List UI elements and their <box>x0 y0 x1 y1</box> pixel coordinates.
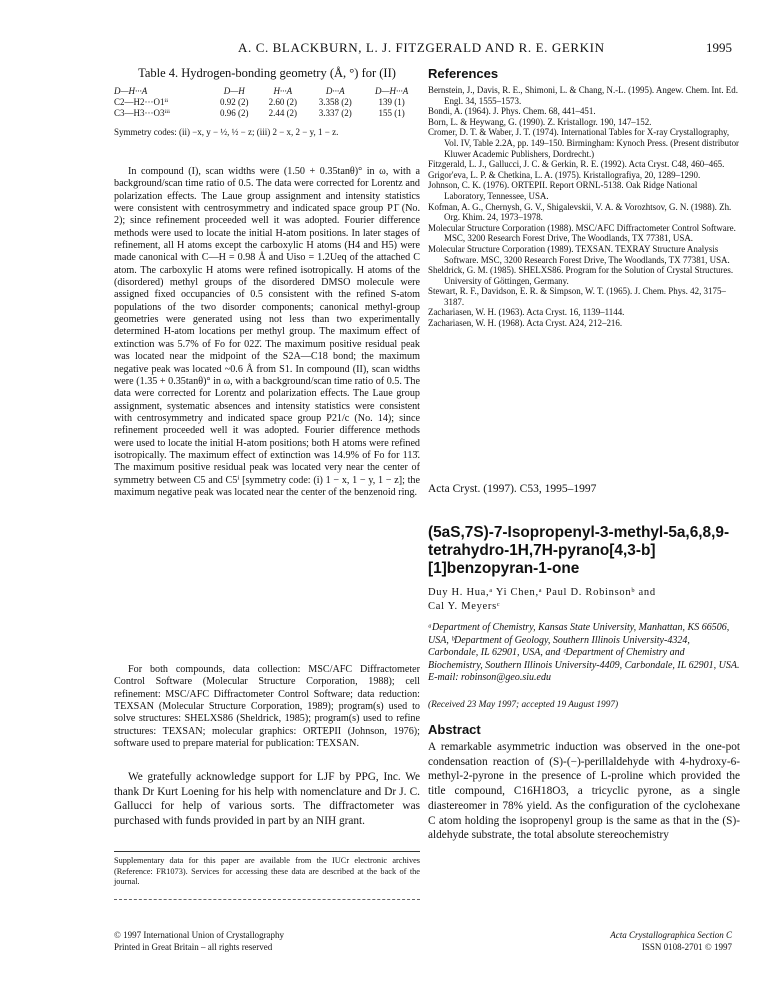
printed-line: Printed in Great Britain – all rights reserved <box>114 941 273 952</box>
table-row <box>114 97 420 108</box>
page-number: 1995 <box>706 40 732 55</box>
reference-item: Molecular Structure Corporation (1989). TEXSAN. TEXRAY Structure Analysis Software. MSC, 3200 Research Forest Drive, The Woodlands, TX 77381, USA. <box>428 243 730 265</box>
body-paragraph-2 <box>114 664 420 750</box>
table-cell: 139 (1) <box>378 97 405 107</box>
affiliations: ᵃDepartment of Chemistry, Kansas State University, Manhattan, KS 66506, USA, ᵇDepartment of Geology, Southern Illinois University-4324, Carbondale, IL 62901, USA, and ᶜDepartment of Chemistry and Biochemistry, Southern Illinois University-4409, Carbondale, IL 62901, USA. E-mail: robinson@geo.siu.edu <box>428 622 740 683</box>
running-header-authors: A. C. BLACKBURN, L. J. FITZGERALD AND R. E. GERKIN <box>238 40 605 55</box>
divider <box>114 851 420 852</box>
article-authors <box>428 586 740 613</box>
table-cell: 0.92 (2) <box>220 97 249 107</box>
body-paragraph-1 <box>114 166 420 499</box>
table-cell: 155 (1) <box>378 108 405 118</box>
table-cell: C3—H3···O3ⁱⁱⁱ <box>114 108 170 118</box>
col-dh: D—H <box>223 86 245 96</box>
references-list <box>428 85 740 329</box>
paragraph-text: For both compounds, data collection: MSC/AFC Diffractometer Control Software (Molecular Structure Corporation, 1988); cell refinement: MSC/AFC Diffractometer Control Software; data reduction: TEXSAN (Molecular Structure Corporation, 1989); program(s) used to solve structures: SHELXS86 (Sheldrick, 1985); program(s) used to refine structures: TEXSAN; molecular graphics: ORTEPII (Johnson, 1976); software used to prepare material for publication: TEXSAN. <box>114 664 420 750</box>
reference-item: Fitzgerald, L. J., Gallucci, J. C. & Gerkin, R. E. (1992). Acta Cryst. C48, 460–465. <box>428 159 725 170</box>
table-cell: 2.60 (2) <box>268 97 298 107</box>
supplementary-note: Supplementary data for this paper are available from the IUCr electronic archives (Reference: FR1073). Services for accessing these data are described at the back of the journal. <box>114 856 420 887</box>
footer-journal <box>610 930 732 953</box>
reference-item: Bernstein, J., Davis, R. E., Shimoni, L. & Chang, N.-L. (1995). Angew. Chem. Int. Ed. Engl. 34, 1555–1573. <box>428 85 738 106</box>
footer-copyright <box>114 930 284 953</box>
table-row <box>114 108 420 119</box>
references-heading: References <box>428 66 499 81</box>
reference-item: Kofman, A. G., Chernysh, G. V., Shigalevskii, V. A. & Vorozhtsov, G. N. (1988). Zh. Org. Khim. 24, 1973–1978. <box>428 201 732 223</box>
reference-item: Johnson, C. K. (1976). ORTEPII. Report ORNL-5138. Oak Ridge National Laboratory, Tennessee, USA. <box>428 180 698 201</box>
reference-item: Sheldrick, G. M. (1985). SHELXS86. Program for the Solution of Crystal Structures. University of Göttingen, Germany. <box>428 265 734 286</box>
abstract-text: A remarkable asymmetric induction was observed in the one-pot condensation reaction of (S)-(−)-perillaldehyde with 4-hydroxy-6-methyl-2-pyrone in the presence of L-proline which provided the title compound, C16H18O3, a tricyclic pyrone, as a single diastereomer in 78% yield. As the configuration of the cyclohexane C atom holding the isopropenyl group is the same as that in the (S)-aldehyde substrate, the total absolute stereochemistry <box>428 741 740 842</box>
table-cell: 0.96 (2) <box>220 108 249 118</box>
symmetry-codes: Symmetry codes: (ii) −x, y − ½, ½ − z; (iii) 2 − x, 2 − y, 1 − z. <box>114 127 339 137</box>
authors-line: Duy H. Hua,ᵃ Yi Chen,ᵃ Paul D. Robinsonᵇ and <box>428 587 656 598</box>
table-caption: Table 4. Hydrogen-bonding geometry (Å, °) for (II) <box>138 66 396 80</box>
received-dates: (Received 23 May 1997; accepted 19 August 1997) <box>428 700 619 710</box>
acknowledgement-text: We gratefully acknowledge support for LJF by PPG, Inc. We thank Dr Kurt Loening for his help with nomenclature and Dr J. C. Gallucci for help of various sorts. The diffractometer was purchased with funds provided in part by an NIH grant. <box>114 771 420 828</box>
acknowledgement <box>114 770 420 829</box>
hydrogen-bond-table <box>114 86 420 119</box>
table-cell: 2.44 (2) <box>268 108 298 118</box>
col-dha: D—H···A <box>114 86 148 96</box>
divider <box>114 899 420 900</box>
col-ha: H···A <box>273 86 293 96</box>
reference-item: Zachariasen, W. H. (1963). Acta Cryst. 16, 1139–1144. <box>428 307 625 318</box>
table-cell: C2—H2···O1ⁱⁱ <box>114 97 169 107</box>
reference-item: Bondi, A. (1964). J. Phys. Chem. 68, 441–451. <box>428 106 596 117</box>
journal-name: Acta Crystallographica Section C <box>610 930 732 940</box>
reference-item: Grigor'eva, L. P. & Chetkina, L. A. (1975). Kristallografiya, 20, 1289–1290. <box>428 169 701 180</box>
journal-line: Acta Cryst. (1997). C53, 1995–1997 <box>428 483 597 495</box>
copyright-line: © 1997 International Union of Crystallography <box>114 930 285 940</box>
table-cell: 3.337 (2) <box>318 108 352 118</box>
article-title: (5aS,7S)-7-Isopropenyl-3-methyl-5a,6,8,9-tetrahydro-1H,7H-pyrano[4,3-b][1]benzopyran-1-one <box>428 524 730 577</box>
col-angle: D—H···A <box>375 86 409 96</box>
reference-item: Born, L. & Heywang, G. (1990). Z. Kristallogr. 190, 147–152. <box>428 116 652 127</box>
table-header-row <box>114 86 420 97</box>
reference-item: Molecular Structure Corporation (1988). MSC/AFC Diffractometer Control Software. MSC, 3200 Research Forest Drive, The Woodlands, TX 77381, USA. <box>428 222 736 244</box>
table-cell: 3.358 (2) <box>318 97 352 107</box>
col-da: D···A <box>325 86 345 96</box>
issn: ISSN 0108-2701 © 1997 <box>641 941 732 952</box>
reference-item: Cromer, D. T. & Waber, J. T. (1974). International Tables for X-ray Crystallography, Vol. IV, Table 2.2A, pp. 149–150. Birmingham: Kynoch Press. (Present distributor Kluwer Academic Publishers, Dordrecht.) <box>428 127 740 159</box>
authors-line: Cal Y. Meyersᶜ <box>428 600 501 612</box>
paragraph-text: In compound (I), scan widths were (1.50 + 0.35tanθ)° in ω, with a background/scan time ratio of 0.5. The data were corrected for Lorentz and polarization effects. The Laue group assignment and intensity statistics were consistent with centrosymmetry and indicated space group P1̄ (No. 2); since refinement proceeded well it was adopted. Fourier difference methods were used to locate the initial H-atom positions. In later stages of refinement, all H atoms except the carboxylic H atoms (H4 and H5) were made canonical with C—H = 0.98 Å and Uiso = 1.2Ueq of the attached C atom. The carboxylic H atoms were refined isotropically. H atoms of the (disordered) methyl groups of the disordered DMSO molecule were assigned fixed occupancies of 0.5 consistent with the refined S-atom populations of the two disorder components; canonical methyl-group geometries were generated using not less than two experimentally determined H-atom locations per methyl group. The maximum effect of extinction was 5.7% of Fo for 022̄. The maximum positive residual peak was located near the midpoint of the S2A—C18 bond; the maximum negative peak was located ~0.6 Å from S1. In compound (II), scan widths were (1.35 + 0.35tanθ)° in ω, with a background/scan time ratio of 0.5. The data were corrected for Lorentz and polarization effects. The Laue group assignment, systematic absences and intensity statistics were consistent with centrosymmetry and indicated space group P21/c (No. 14); since refinement proceeded well it was adopted. Fourier difference methods were used to locate the initial H-atom positions; both H atoms were refined isotropically. The maximum effect of extinction was 14.9% of Fo for 113̄. The maximum positive residual peak was located very near the center of symmetry between C5 and C5ⁱ [symmetry code: (i) 1 − x, 1 − y, 1 − z]; the maximum negative peak was located near the center of the benzenoid ring. <box>114 166 420 498</box>
reference-item: Zachariasen, W. H. (1968). Acta Cryst. A24, 212–216. <box>428 318 623 329</box>
abstract-heading: Abstract <box>428 722 481 737</box>
reference-item: Stewart, R. F., Davidson, E. R. & Simpson, W. T. (1965). J. Chem. Phys. 42, 3175–3187. <box>428 286 726 307</box>
